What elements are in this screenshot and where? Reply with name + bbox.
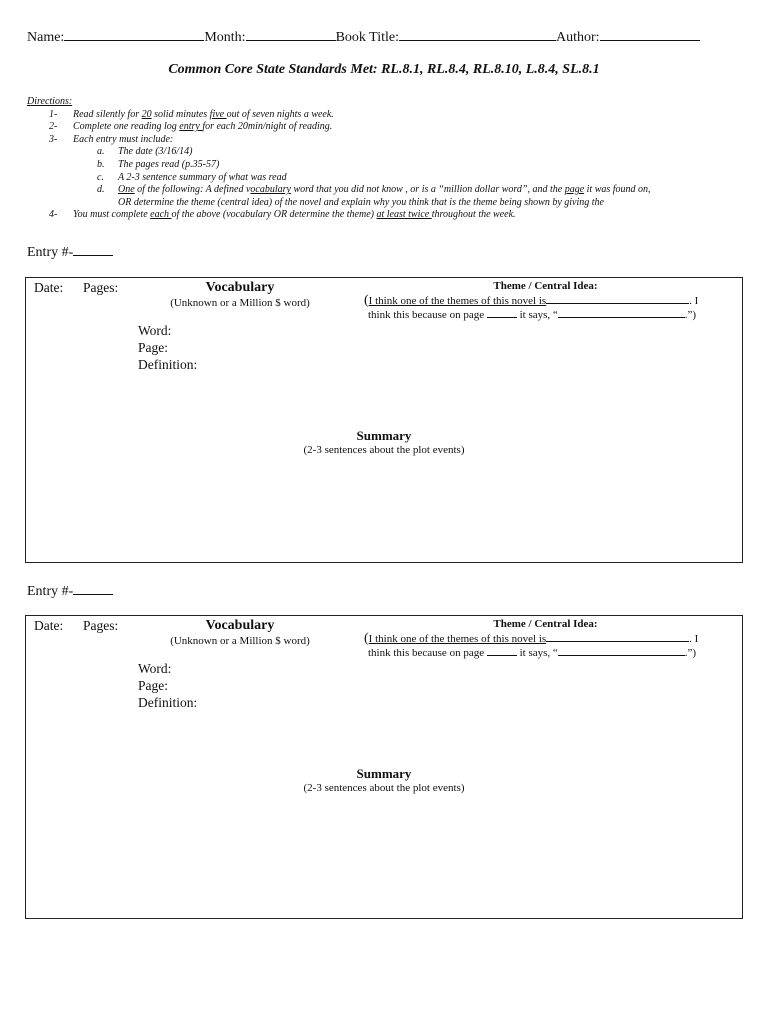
month-label: Month: bbox=[204, 30, 246, 45]
vocab-subtitle: (Unknown or a Million $ word) bbox=[170, 297, 310, 309]
author-field[interactable] bbox=[600, 28, 700, 41]
date-cell bbox=[26, 616, 75, 678]
date-label: Date: bbox=[34, 618, 64, 633]
theme-prompt-line1: (I think one of the themes of this novel is . I bbox=[364, 293, 699, 308]
definition-label: Definition: bbox=[138, 695, 198, 710]
theme-title: Theme / Central Idea: bbox=[493, 618, 598, 630]
summary-title: Summary bbox=[356, 766, 412, 781]
direction-item: 2- Complete one reading log entry for each 20min/night of reading. bbox=[49, 121, 333, 133]
vocab-subtitle: (Unknown or a Million $ word) bbox=[170, 635, 310, 647]
direction-subitem: d. One of the following: A defined vocabulary word that you did not know , or is a “million dollar word”, and the page it was found on, bbox=[97, 184, 651, 196]
definition-label: Definition: bbox=[138, 357, 198, 372]
direction-item: 3- Each entry must include: bbox=[49, 133, 174, 145]
direction-subitem: a. The date (3/16/14) bbox=[97, 146, 193, 158]
month-field[interactable] bbox=[246, 28, 336, 41]
log-table bbox=[25, 277, 743, 563]
vocab-title: Vocabulary bbox=[205, 618, 275, 633]
header-fields bbox=[27, 28, 727, 46]
log-table bbox=[25, 615, 743, 919]
theme-field[interactable] bbox=[349, 322, 742, 427]
summary-header bbox=[26, 427, 742, 459]
word-label: Word: bbox=[138, 323, 172, 338]
theme-field[interactable] bbox=[349, 660, 742, 765]
vocab-title: Vocabulary bbox=[205, 280, 275, 295]
direction-subitem: b. The pages read (p.35-57) bbox=[97, 158, 220, 170]
vocab-header bbox=[131, 278, 349, 322]
pages-label: Pages: bbox=[83, 280, 119, 295]
pages-cell bbox=[75, 616, 131, 678]
direction-subitem: c. A 2-3 sentence summary of what was read bbox=[97, 171, 287, 183]
summary-header bbox=[26, 765, 742, 797]
pages-cell bbox=[75, 278, 131, 340]
directions-title: Directions: bbox=[27, 96, 73, 107]
word-label: Word: bbox=[138, 661, 172, 676]
theme-prompt-line2: think this because on page it says, “ .”) bbox=[368, 647, 697, 659]
vocab-field[interactable] bbox=[131, 322, 349, 427]
date-field[interactable] bbox=[26, 678, 75, 765]
direction-item: 4- You must complete each of the above (vocabulary OR determine the theme) at least twice throughout the week. bbox=[49, 209, 516, 221]
theme-header bbox=[349, 616, 742, 660]
summary-title: Summary bbox=[356, 428, 412, 443]
theme-header bbox=[349, 278, 742, 322]
author-label: Author: bbox=[555, 30, 600, 45]
date-cell bbox=[26, 278, 75, 340]
summary-subtitle: (2-3 sentences about the plot events) bbox=[303, 444, 465, 456]
entry-number-field[interactable] bbox=[73, 582, 113, 595]
entry-label: Entry #- bbox=[27, 243, 113, 261]
theme-prompt-line2: think this because on page it says, “ .”) bbox=[368, 309, 697, 321]
date-field[interactable] bbox=[26, 340, 75, 427]
book-title-label: Book Title: bbox=[335, 30, 399, 45]
standards-heading: Common Core State Standards Met: RL.8.1, RL.8.4, RL.8.10, L.8.4, SL.8.1 bbox=[168, 62, 600, 77]
summary-field[interactable] bbox=[26, 460, 742, 562]
book-title-field[interactable] bbox=[399, 28, 556, 41]
entry-number-field[interactable] bbox=[73, 243, 113, 256]
directions bbox=[27, 96, 747, 222]
name-label: Name: bbox=[27, 30, 65, 45]
entry-label: Entry #- bbox=[27, 582, 113, 600]
pages-field[interactable] bbox=[75, 340, 131, 427]
direction-item: 1- Read silently for 20 solid minutes five out of seven nights a week. bbox=[49, 108, 334, 120]
theme-prompt-line1: (I think one of the themes of this novel is . I bbox=[364, 631, 699, 646]
direction-subitem-continued: OR determine the theme (central idea) of the novel and explain why you think that is the theme being shown by giving the bbox=[118, 196, 604, 208]
summary-subtitle: (2-3 sentences about the plot events) bbox=[303, 782, 465, 794]
vocab-header bbox=[131, 616, 349, 660]
page-label: Page: bbox=[138, 340, 168, 355]
vocab-field[interactable] bbox=[131, 660, 349, 765]
date-label: Date: bbox=[34, 280, 64, 295]
pages-label: Pages: bbox=[83, 618, 119, 633]
page-label: Page: bbox=[138, 678, 168, 693]
theme-title: Theme / Central Idea: bbox=[493, 280, 598, 292]
pages-field[interactable] bbox=[75, 678, 131, 765]
name-field[interactable] bbox=[64, 28, 204, 41]
summary-field[interactable] bbox=[26, 798, 742, 918]
